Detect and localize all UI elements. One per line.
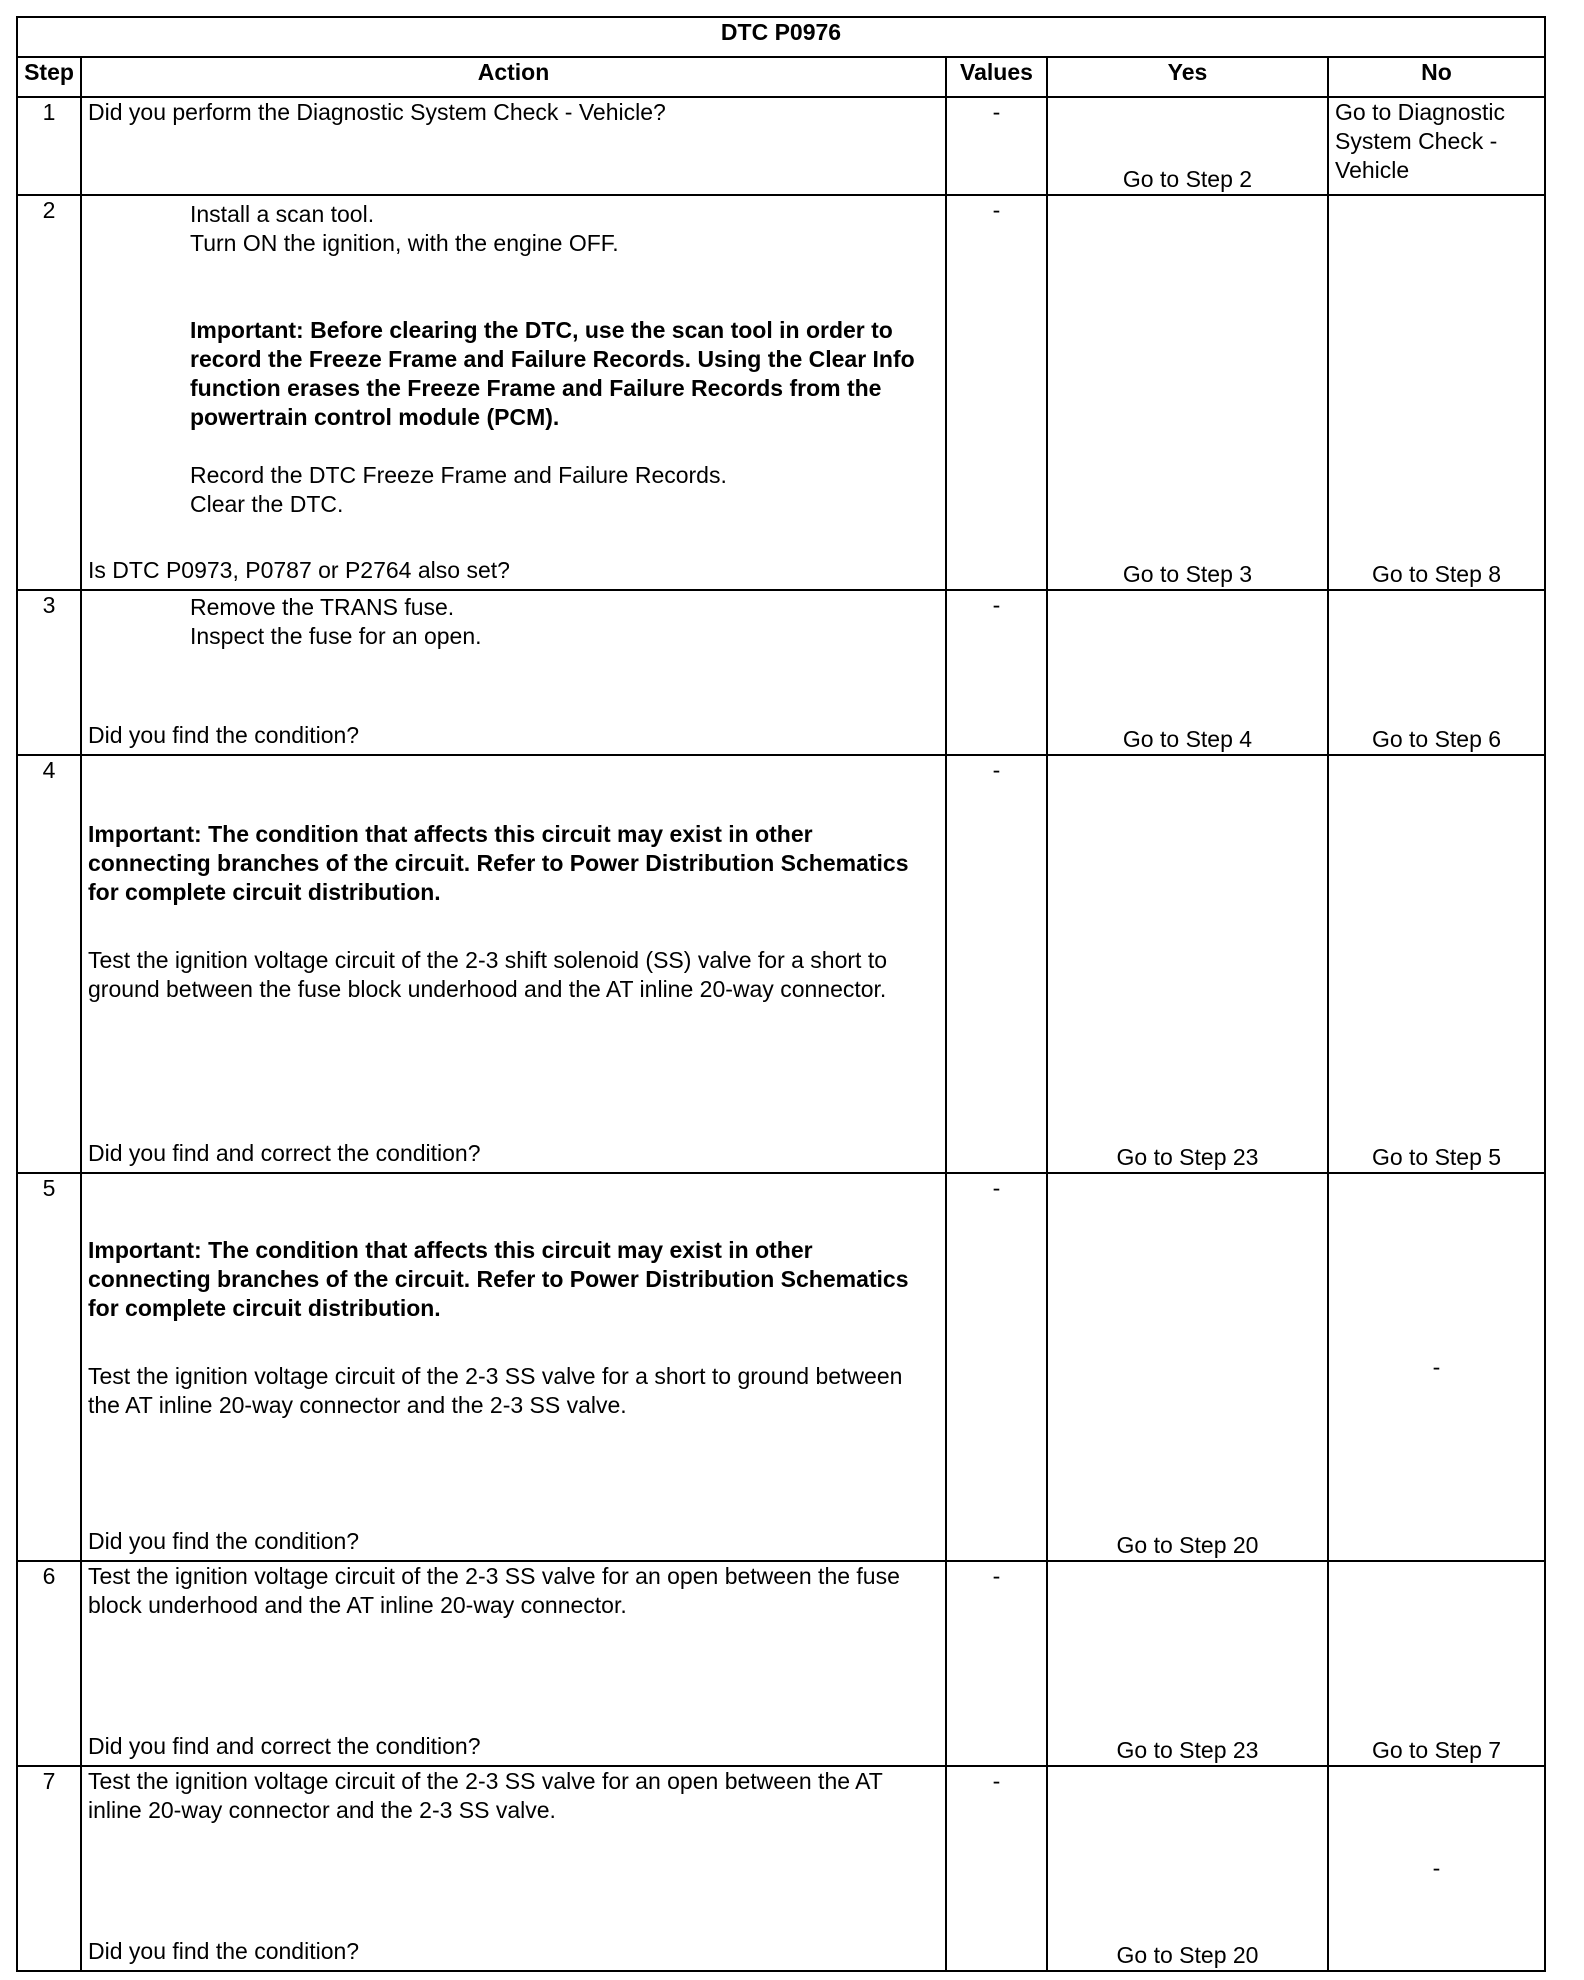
action-question: Did you find and correct the condition? bbox=[88, 1733, 481, 1759]
table-row bbox=[17, 195, 1545, 590]
action-question: Did you find the condition? bbox=[88, 1528, 360, 1554]
yes-text: Go to Step 23 bbox=[1116, 1737, 1259, 1763]
diagnostic-table bbox=[16, 16, 1546, 1972]
no-cell bbox=[1328, 1561, 1545, 1766]
no-text: Go to Step 8 bbox=[1371, 561, 1502, 587]
no-text: Go to Step 5 bbox=[1371, 1144, 1502, 1170]
header-values: Values bbox=[946, 57, 1047, 97]
table-row bbox=[17, 755, 1545, 1173]
action-line: Test the ignition voltage circuit of the 2-3 SS valve for an open between the fuse block underhood and the AT inline 20-way connector. bbox=[88, 1563, 900, 1618]
action-line: Clear the DTC. bbox=[190, 491, 344, 517]
values-cell: - bbox=[946, 97, 1047, 195]
yes-cell bbox=[1047, 97, 1328, 195]
yes-text: Go to Step 23 bbox=[1116, 1144, 1259, 1170]
action-question: Did you find the condition? bbox=[88, 1938, 360, 1964]
step-number: 4 bbox=[17, 755, 81, 1173]
step-number: 3 bbox=[17, 590, 81, 755]
header-row bbox=[17, 57, 1545, 97]
header-step: Step bbox=[17, 57, 81, 97]
header-action: Action bbox=[81, 57, 946, 97]
table-row bbox=[17, 1766, 1545, 1971]
no-cell bbox=[1328, 590, 1545, 755]
no-text: Go to Step 7 bbox=[1371, 1737, 1502, 1763]
no-cell bbox=[1328, 755, 1545, 1173]
important-note: Important: The condition that affects this circuit may exist in other connecting branches of the circuit. Refer to Power Distribution Schematics for complete circuit distribution. bbox=[88, 1237, 909, 1321]
action-line: Test the ignition voltage circuit of the 2-3 SS valve for an open between the AT inline 20-way connector and the 2-3 SS valve. bbox=[88, 1768, 883, 1823]
action-line: Record the DTC Freeze Frame and Failure Records. bbox=[190, 462, 727, 488]
action-cell bbox=[81, 1173, 946, 1561]
values-cell: - bbox=[946, 1766, 1047, 1971]
header-no: No bbox=[1328, 57, 1545, 97]
action-cell bbox=[81, 195, 946, 590]
table-row bbox=[17, 1561, 1545, 1766]
table-row bbox=[17, 97, 1545, 195]
yes-text: Go to Step 20 bbox=[1116, 1942, 1259, 1968]
yes-cell bbox=[1047, 195, 1328, 590]
table-row bbox=[17, 1173, 1545, 1561]
yes-text: Go to Step 4 bbox=[1122, 726, 1253, 752]
action-question: Is DTC P0973, P0787 or P2764 also set? bbox=[88, 557, 510, 583]
action-line: Remove the TRANS fuse. bbox=[190, 594, 455, 620]
step-number: 2 bbox=[17, 195, 81, 590]
table-title: DTC P0976 bbox=[17, 17, 1545, 57]
action-cell bbox=[81, 1561, 946, 1766]
important-note: Important: The condition that affects this circuit may exist in other connecting branches of the circuit. Refer to Power Distribution Schematics for complete circuit distribution. bbox=[88, 821, 909, 905]
values-cell: - bbox=[946, 1173, 1047, 1561]
values-cell: - bbox=[946, 195, 1047, 590]
yes-cell bbox=[1047, 590, 1328, 755]
header-yes: Yes bbox=[1047, 57, 1328, 97]
step-number: 7 bbox=[17, 1766, 81, 1971]
table-row bbox=[17, 590, 1545, 755]
yes-text: Go to Step 20 bbox=[1116, 1532, 1259, 1558]
action-line: Turn ON the ignition, with the engine OFF. bbox=[190, 230, 619, 256]
action-question: Did you find and correct the condition? bbox=[88, 1140, 481, 1166]
values-cell: - bbox=[946, 590, 1047, 755]
title-row bbox=[17, 17, 1545, 57]
action-cell bbox=[81, 1766, 946, 1971]
yes-text: Go to Step 3 bbox=[1122, 561, 1253, 587]
values-cell: - bbox=[946, 755, 1047, 1173]
no-cell bbox=[1328, 195, 1545, 590]
action-cell bbox=[81, 755, 946, 1173]
yes-cell bbox=[1047, 1766, 1328, 1971]
values-cell: - bbox=[946, 1561, 1047, 1766]
no-text: - bbox=[1328, 1173, 1545, 1561]
action-cell bbox=[81, 590, 946, 755]
yes-cell bbox=[1047, 755, 1328, 1173]
yes-cell bbox=[1047, 1173, 1328, 1561]
no-cell bbox=[1328, 97, 1545, 195]
no-text: Go to Step 6 bbox=[1371, 726, 1502, 752]
no-text: Go to Diagnostic System Check - Vehicle bbox=[1335, 99, 1506, 183]
action-cell bbox=[81, 97, 946, 195]
action-line: Inspect the fuse for an open. bbox=[190, 623, 482, 649]
action-question: Did you find the condition? bbox=[88, 722, 360, 748]
action-line: Install a scan tool. bbox=[190, 201, 375, 227]
step-number: 6 bbox=[17, 1561, 81, 1766]
step-number: 1 bbox=[17, 97, 81, 195]
step-number: 5 bbox=[17, 1173, 81, 1561]
action-question: Did you perform the Diagnostic System Check - Vehicle? bbox=[88, 99, 666, 125]
no-text: - bbox=[1328, 1766, 1545, 1971]
action-line: Test the ignition voltage circuit of the 2-3 SS valve for a short to ground between the AT inline 20-way connector and the 2-3 SS valve. bbox=[88, 1363, 903, 1418]
yes-cell bbox=[1047, 1561, 1328, 1766]
yes-text: Go to Step 2 bbox=[1122, 166, 1253, 192]
action-line: Test the ignition voltage circuit of the 2-3 shift solenoid (SS) valve for a short to ground between the fuse block underhood and the AT inline 20-way connector. bbox=[88, 947, 888, 1002]
important-note: Important: Before clearing the DTC, use the scan tool in order to record the Freeze Frame and Failure Records. Using the Clear Info function erases the Freeze Frame and Failure Records from the powertrain control module (PCM). bbox=[190, 317, 915, 430]
